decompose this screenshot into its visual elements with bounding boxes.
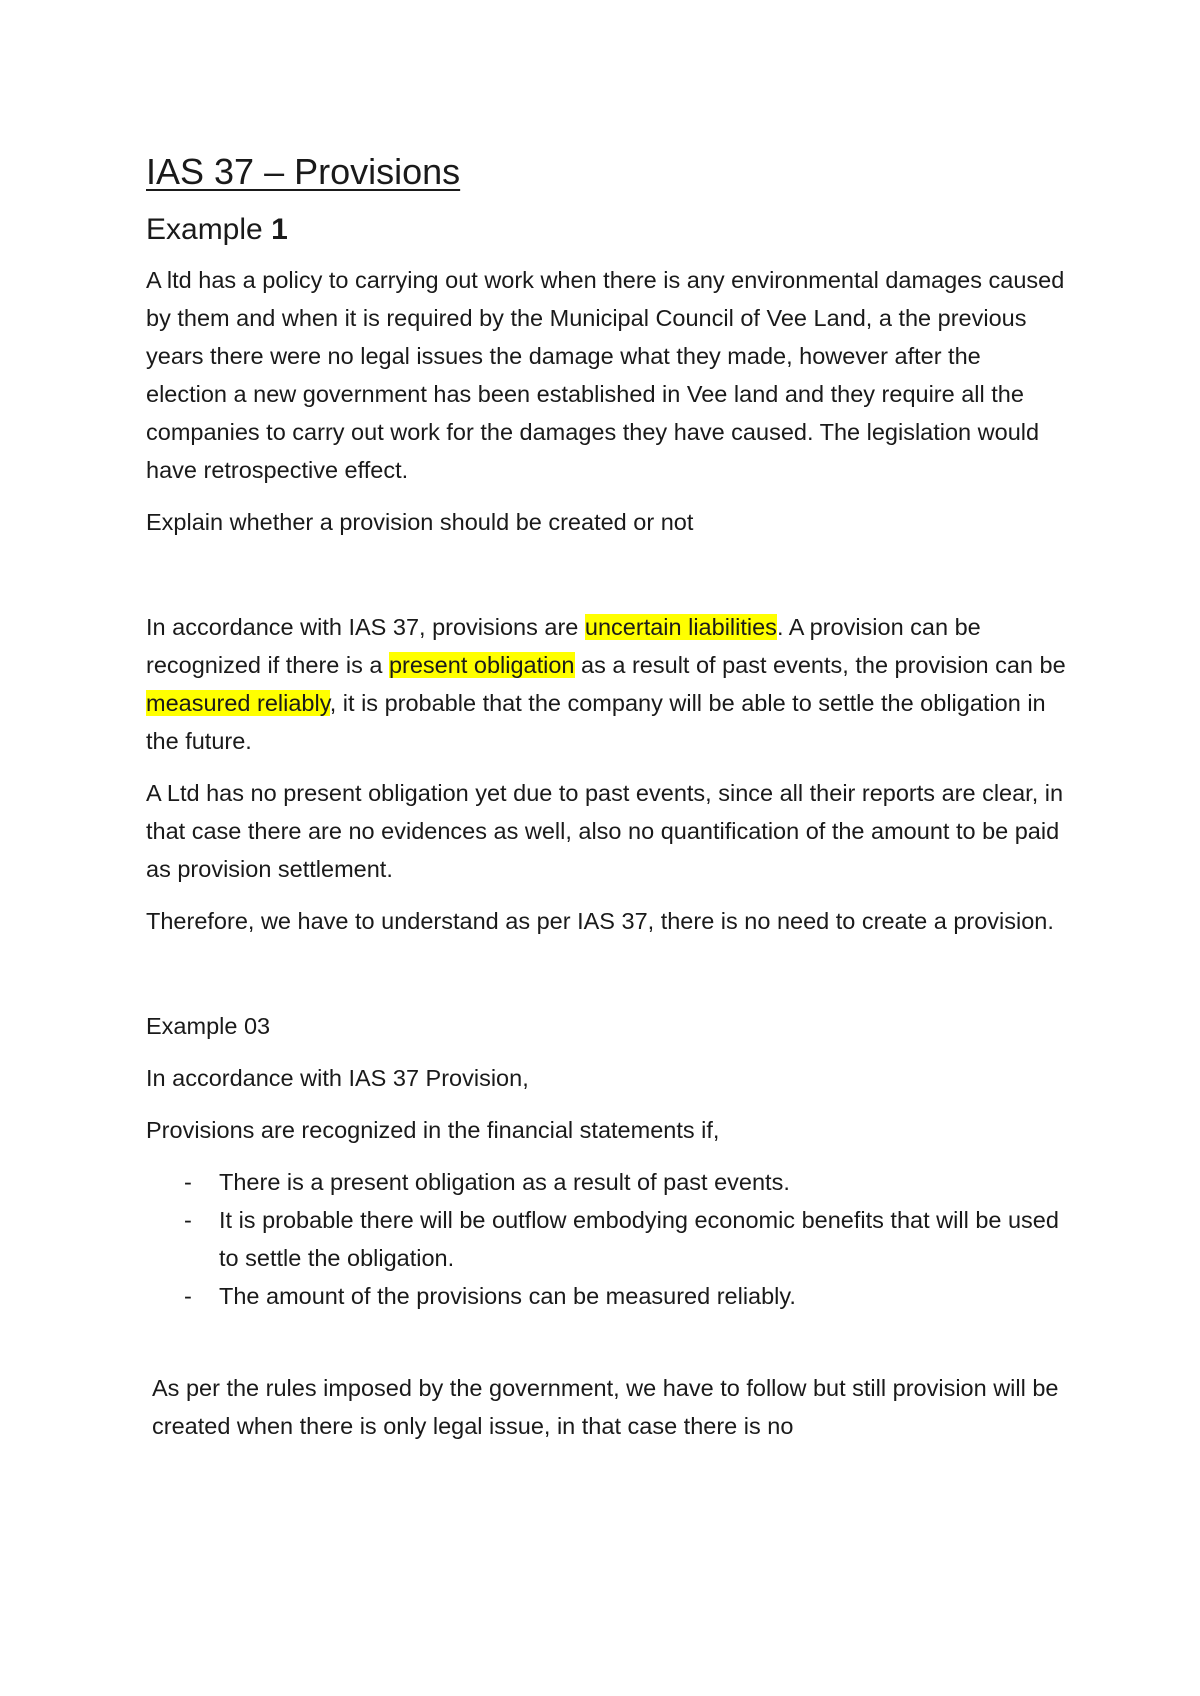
- list-item-text: The amount of the provisions can be measured reliably.: [219, 1282, 796, 1309]
- spacer: [146, 954, 1066, 1007]
- dash-bullet: -: [184, 1206, 192, 1233]
- highlight-measured-reliably: measured reliably: [146, 689, 330, 716]
- example-1-label: Example: [146, 213, 272, 247]
- conclusion-paragraph: Therefore, we have to understand as per IAS 37, there is no need to create a provision.: [146, 907, 1054, 934]
- recognition-criteria-list: [146, 1163, 1066, 1315]
- list-item-text: It is probable there will be outflow embodying economic benefits that will be used to settle the obligation.: [219, 1206, 1059, 1271]
- highlight-uncertain-liabilities: uncertain liabilities: [584, 613, 777, 640]
- answer-paragraph: [146, 608, 1066, 760]
- spacer: [146, 555, 1066, 608]
- answer-text-1: In accordance with IAS 37, provisions are: [146, 613, 585, 640]
- provision-intro-paragraph: In accordance with IAS 37 Provision,: [146, 1064, 529, 1091]
- dash-bullet: -: [184, 1282, 192, 1309]
- government-rules-paragraph: As per the rules imposed by the government, we have to follow but still provision will be created when there is only legal issue, in that case there is no: [152, 1374, 1059, 1439]
- answer-text-4: , it is probable that the company will be able to settle the obligation in the future.: [146, 689, 1046, 754]
- analysis-paragraph: A Ltd has no present obligation yet due to past events, since all their reports are clear, in that case there are no evidences as well, also no quantification of the amount to be paid as provision settlement.: [146, 779, 1064, 882]
- answer-text-2: . A provision can be recognized if there is a: [146, 613, 981, 678]
- dash-bullet: -: [184, 1168, 192, 1195]
- document-page: [146, 150, 1066, 1459]
- example-3-heading: Example 03: [146, 1012, 271, 1039]
- list-item: [146, 1163, 1066, 1201]
- list-item: [146, 1277, 1066, 1315]
- example-1-number: 1: [271, 213, 288, 247]
- question-paragraph: Explain whether a provision should be created or not: [146, 508, 694, 535]
- recognition-criteria-intro: Provisions are recognized in the financial statements if,: [146, 1116, 720, 1143]
- list-item-text: There is a present obligation as a result of past events.: [219, 1168, 790, 1195]
- highlight-present-obligation: present obligation: [388, 651, 575, 678]
- spacer: [146, 1329, 1066, 1369]
- answer-text-3: as a result of past events, the provision can be: [574, 651, 1066, 678]
- example-1-heading: [146, 211, 1066, 249]
- list-item: [146, 1201, 1066, 1277]
- page-title: IAS 37 – Provisions: [146, 151, 461, 192]
- scenario-paragraph: A ltd has a policy to carrying out work when there is any environmental damages caused by them and when it is required by the Municipal Council of Vee Land, a the previous years there were no legal issues the damage what they made, however after the election a new government has been established in Vee land and they require all the companies to carry out work for the damages they have caused. The legislation would have retrospective effect.: [146, 266, 1065, 483]
